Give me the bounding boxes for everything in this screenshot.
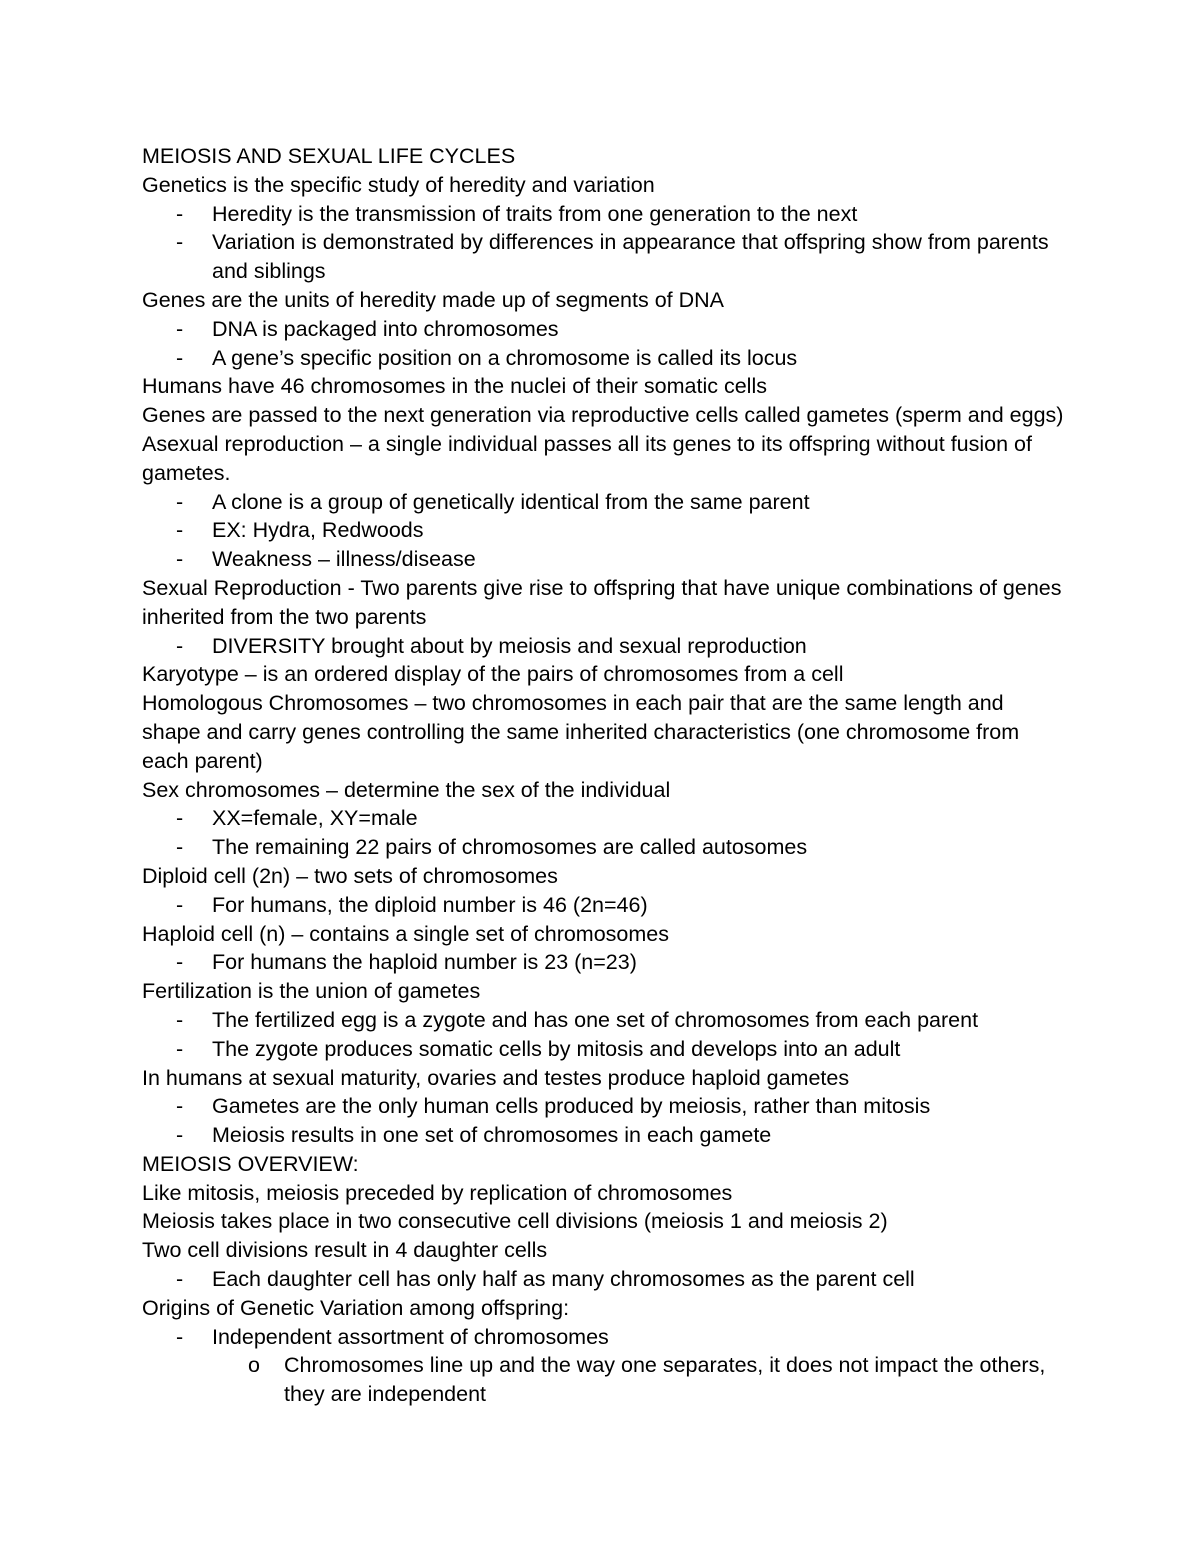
dash-bullet-icon: - bbox=[176, 950, 184, 975]
list-item bbox=[142, 545, 1082, 574]
text-line bbox=[142, 574, 1082, 603]
dash-bullet-icon: - bbox=[176, 201, 184, 226]
dash-bullet-icon: - bbox=[176, 892, 184, 917]
line-text: Fertilization is the union of gametes bbox=[142, 979, 481, 1004]
list-item bbox=[142, 228, 1082, 257]
list-item-continuation bbox=[142, 257, 1082, 286]
list-item bbox=[142, 891, 1082, 920]
line-text: shape and carry genes controlling the same inherited characteristics (one chromosome from bbox=[142, 719, 1020, 744]
text-line bbox=[142, 689, 1082, 718]
line-text: they are independent bbox=[284, 1382, 487, 1407]
text-line bbox=[142, 603, 1082, 632]
line-text: Independent assortment of chromosomes bbox=[212, 1324, 609, 1349]
circle-bullet-icon: o bbox=[248, 1353, 260, 1378]
line-text: Origins of Genetic Variation among offspring: bbox=[142, 1295, 570, 1320]
line-text: Two cell divisions result in 4 daughter cells bbox=[142, 1238, 548, 1263]
line-text: The remaining 22 pairs of chromosomes are called autosomes bbox=[212, 835, 808, 860]
line-text: A clone is a group of genetically identical from the same parent bbox=[212, 489, 810, 514]
dash-bullet-icon: - bbox=[176, 518, 184, 543]
line-text: Humans have 46 chromosomes in the nuclei of their somatic cells bbox=[142, 374, 767, 399]
line-text: DIVERSITY brought about by meiosis and sexual reproduction bbox=[212, 633, 807, 658]
line-text: For humans the haploid number is 23 (n=23) bbox=[212, 950, 637, 975]
line-text: Asexual reproduction – a single individual passes all its genes to its offspring without fusion of bbox=[142, 431, 1032, 456]
dash-bullet-icon: - bbox=[176, 835, 184, 860]
list-item bbox=[142, 948, 1082, 977]
text-line bbox=[142, 286, 1082, 315]
text-line bbox=[142, 430, 1082, 459]
line-text: Sex chromosomes – determine the sex of the individual bbox=[142, 777, 671, 802]
line-text: A gene’s specific position on a chromosome is called its locus bbox=[212, 345, 798, 370]
text-line bbox=[142, 1207, 1082, 1236]
dash-bullet-icon: - bbox=[176, 1036, 184, 1061]
text-line bbox=[142, 171, 1082, 200]
list-item bbox=[142, 344, 1082, 373]
line-text: and siblings bbox=[212, 259, 326, 284]
text-line bbox=[142, 1150, 1082, 1179]
dash-bullet-icon: - bbox=[176, 1123, 184, 1148]
line-text: In humans at sexual maturity, ovaries and testes produce haploid gametes bbox=[142, 1065, 850, 1090]
dash-bullet-icon: - bbox=[176, 489, 184, 514]
line-text: Weakness – illness/disease bbox=[212, 547, 476, 572]
line-text: Diploid cell (2n) – two sets of chromosomes bbox=[142, 863, 558, 888]
line-text: Haploid cell (n) – contains a single set of chromosomes bbox=[142, 921, 670, 946]
text-line bbox=[142, 718, 1082, 747]
text-line bbox=[142, 776, 1082, 805]
list-item bbox=[142, 804, 1082, 833]
line-text: Heredity is the transmission of traits from one generation to the next bbox=[212, 201, 858, 226]
text-line bbox=[142, 977, 1082, 1006]
text-line bbox=[142, 459, 1082, 488]
list-item bbox=[142, 1035, 1082, 1064]
line-text: Sexual Reproduction - Two parents give rise to offspring that have unique combinations of genes bbox=[142, 575, 1062, 600]
dash-bullet-icon: - bbox=[176, 1094, 184, 1119]
text-line bbox=[142, 372, 1082, 401]
list-item bbox=[142, 516, 1082, 545]
line-text: Each daughter cell has only half as many chromosomes as the parent cell bbox=[212, 1267, 915, 1292]
text-line bbox=[142, 862, 1082, 891]
line-text: Genes are passed to the next generation via reproductive cells called gametes (sperm and eggs) bbox=[142, 403, 1064, 428]
line-text: Genetics is the specific study of heredity and variation bbox=[142, 172, 655, 197]
text-line bbox=[142, 660, 1082, 689]
line-text: XX=female, XY=male bbox=[212, 806, 418, 831]
sub-list-item bbox=[142, 1351, 1082, 1380]
list-item bbox=[142, 833, 1082, 862]
text-line bbox=[142, 1179, 1082, 1208]
list-item bbox=[142, 1006, 1082, 1035]
list-item bbox=[142, 632, 1082, 661]
list-item bbox=[142, 1092, 1082, 1121]
document-page bbox=[142, 142, 1082, 1409]
dash-bullet-icon: - bbox=[176, 547, 184, 572]
document-title bbox=[142, 142, 1082, 171]
line-text: Like mitosis, meiosis preceded by replication of chromosomes bbox=[142, 1180, 733, 1205]
list-item bbox=[142, 1323, 1082, 1352]
list-item-continuation bbox=[142, 1380, 1082, 1409]
text-line bbox=[142, 920, 1082, 949]
line-text: MEIOSIS AND SEXUAL LIFE CYCLES bbox=[142, 144, 516, 168]
line-text: DNA is packaged into chromosomes bbox=[212, 316, 559, 341]
line-text: Meiosis results in one set of chromosomes in each gamete bbox=[212, 1123, 772, 1148]
dash-bullet-icon: - bbox=[176, 345, 184, 370]
line-text: Karyotype – is an ordered display of the pairs of chromosomes from a cell bbox=[142, 662, 844, 687]
line-text: Meiosis takes place in two consecutive cell divisions (meiosis 1 and meiosis 2) bbox=[142, 1209, 888, 1234]
line-text: Gametes are the only human cells produced by meiosis, rather than mitosis bbox=[212, 1094, 931, 1119]
text-line bbox=[142, 747, 1082, 776]
line-text: Homologous Chromosomes – two chromosomes in each pair that are the same length and bbox=[142, 691, 1004, 716]
line-text: inherited from the two parents bbox=[142, 604, 427, 629]
text-line bbox=[142, 1236, 1082, 1265]
text-line bbox=[142, 1294, 1082, 1323]
dash-bullet-icon: - bbox=[176, 633, 184, 658]
list-item bbox=[142, 315, 1082, 344]
dash-bullet-icon: - bbox=[176, 230, 184, 255]
dash-bullet-icon: - bbox=[176, 806, 184, 831]
line-text: MEIOSIS OVERVIEW: bbox=[142, 1151, 359, 1176]
line-text: For humans, the diploid number is 46 (2n=46) bbox=[212, 892, 648, 917]
line-text: gametes. bbox=[142, 460, 231, 485]
text-line bbox=[142, 1064, 1082, 1093]
line-text: Chromosomes line up and the way one separates, it does not impact the others, bbox=[284, 1353, 1046, 1378]
line-text: each parent) bbox=[142, 748, 263, 773]
line-text: EX: Hydra, Redwoods bbox=[212, 518, 424, 543]
dash-bullet-icon: - bbox=[176, 1007, 184, 1032]
list-item bbox=[142, 488, 1082, 517]
line-text: The fertilized egg is a zygote and has one set of chromosomes from each parent bbox=[212, 1007, 979, 1032]
line-text: Variation is demonstrated by differences in appearance that offspring show from parents bbox=[212, 230, 1049, 255]
list-item bbox=[142, 1265, 1082, 1294]
line-text: The zygote produces somatic cells by mitosis and develops into an adult bbox=[212, 1036, 901, 1061]
line-text: Genes are the units of heredity made up of segments of DNA bbox=[142, 287, 725, 312]
list-item bbox=[142, 200, 1082, 229]
dash-bullet-icon: - bbox=[176, 1324, 184, 1349]
dash-bullet-icon: - bbox=[176, 1267, 184, 1292]
text-line bbox=[142, 401, 1082, 430]
dash-bullet-icon: - bbox=[176, 316, 184, 341]
list-item bbox=[142, 1121, 1082, 1150]
